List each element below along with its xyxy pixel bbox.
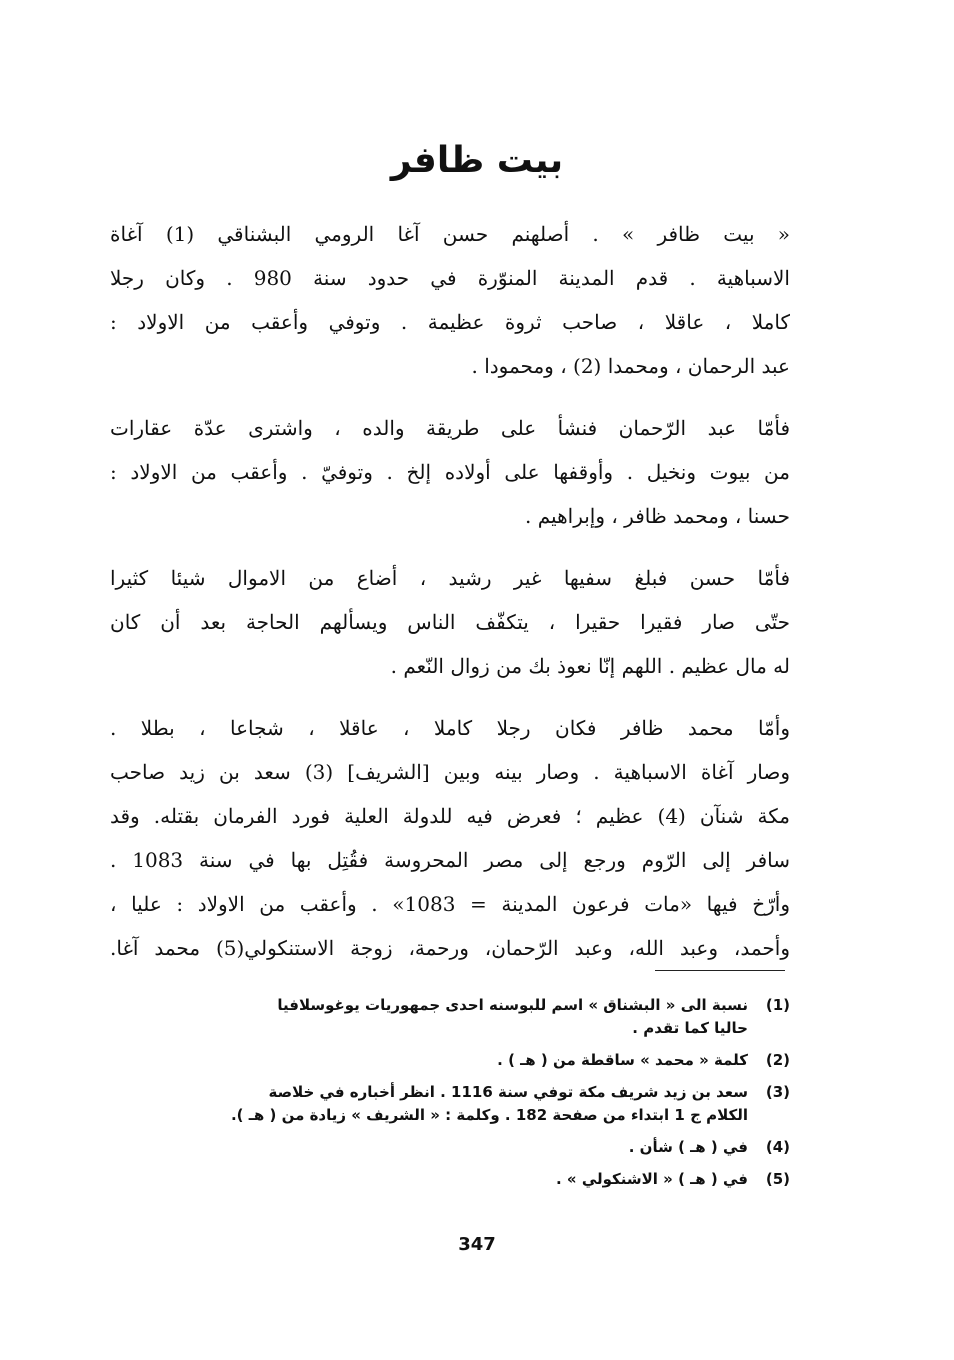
- paragraph: [110, 406, 790, 538]
- footnote-line: في ( هـ ) شأن .: [628, 1138, 748, 1156]
- text-line: فأمّا عبد الرّحمان فنشأ على طريقة والده ، واشترى عدّة عقارات: [110, 416, 790, 440]
- text-line: من بيوت ونخيل . وأوقفها على أولاده إلخ . وتوفيّ . وأعقب من الاولاد :: [110, 460, 790, 484]
- footnote: [110, 994, 790, 1040]
- footnote-line: حاليا كما تقدم .: [632, 1019, 748, 1037]
- footnote-text: [110, 1049, 748, 1072]
- text-line: له مال عظيم . اللهم إنّا نعوذ بك من زوال النّعم .: [390, 654, 790, 678]
- text-line: حتّى صار فقيرا حقيرا ، يتكفّف الناس ويسألهم الحاجة بعد أن كان: [110, 610, 790, 634]
- text-line: سافر إلى الرّوم ورجع إلى مصر المحروسة فقُتِل بها في سنة 1083 .: [110, 848, 790, 872]
- text-line: الاسباهية . قدم المدينة المنوّرة في حدود سنة 980 . وكان رجلا: [110, 266, 790, 290]
- text-line: عبد الرحمان ، ومحمدا (2) ، ومحمودا .: [471, 354, 790, 378]
- footnote-number: (4): [765, 1138, 790, 1156]
- footnote-number: (3): [765, 1083, 790, 1101]
- footnote-line: نسبة الى « البشناق » اسم للبوسنه احدى جمهوريات يوغوسلافيا: [277, 996, 748, 1014]
- footnote-text: [110, 1168, 748, 1191]
- text-line: حسنا ، ومحمد ظافر ، وإبراهيم .: [525, 504, 790, 528]
- text-line: كاملا ، عاقلا ، صاحب ثروة عظيمة . وتوفي وأعقب من الاولاد :: [110, 310, 790, 334]
- footnote-line: سعد بن زيد شريف مكة توفي سنة 1116 . انظر أخباره في خلاصة: [268, 1083, 748, 1101]
- text-line: وصار آغاة الاسباهية . وصار بينه وبين [الشريف] (3) سعد بن زيد صاحب: [110, 760, 790, 784]
- paragraph: [110, 706, 790, 970]
- paragraph: [110, 212, 790, 388]
- paragraph: [110, 556, 790, 688]
- footnote: [110, 1049, 790, 1072]
- footnote-line: كلمة « محمد » ساقطة من ( هـ ) .: [497, 1051, 748, 1069]
- body-text: [110, 212, 790, 988]
- footnote: [110, 1168, 790, 1191]
- footnote-number: (2): [765, 1051, 790, 1069]
- footnotes: [110, 994, 790, 1200]
- footnote-number: (1): [765, 996, 790, 1014]
- text-line: وأرّخ فيها «مات فرعون المدينة = 1083» . وأعقب من الاولاد : عليا ،: [110, 892, 790, 916]
- footnote-line: الكلام ج 1 ابتداء من صفحة 182 . وكلمة : « الشريف » زيادة من ( هـ ).: [230, 1106, 748, 1124]
- footnote-line: في ( هـ ) « الاشنكولي » .: [556, 1170, 748, 1188]
- page-title: بيت ظافر: [390, 140, 564, 181]
- footnote-text: [110, 1081, 748, 1127]
- footnote: [110, 1081, 790, 1127]
- text-line: مكة شنآن (4) عظيم ؛ فعرض فيه للدولة العلية فورد الفرمان بقتله. وقد: [110, 804, 790, 828]
- footnote: [110, 1136, 790, 1159]
- footnote-text: [110, 1136, 748, 1159]
- page-number: 347: [458, 1234, 496, 1255]
- text-line: فأمّا حسن فبلغ سفيها غير رشيد ، أضاع من الاموال شيئا كثيرا: [110, 566, 790, 590]
- footnote-text: [110, 994, 748, 1040]
- footnote-divider: [655, 970, 785, 971]
- text-line: « بيت ظافر » . أصلهنم حسن آغا الرومي البشناقي (1) آغاة: [110, 222, 790, 246]
- footnote-number: (5): [765, 1170, 790, 1188]
- text-line: وأحمد، وعبد الله، وعبد الرّحمان، ورحمة، زوجة الاستنكولي(5) محمد آغا.: [110, 936, 790, 960]
- text-line: وأمّا محمد ظافر فكان رجلا كاملا ، عاقلا ، شجاعا ، بطلا .: [110, 716, 790, 740]
